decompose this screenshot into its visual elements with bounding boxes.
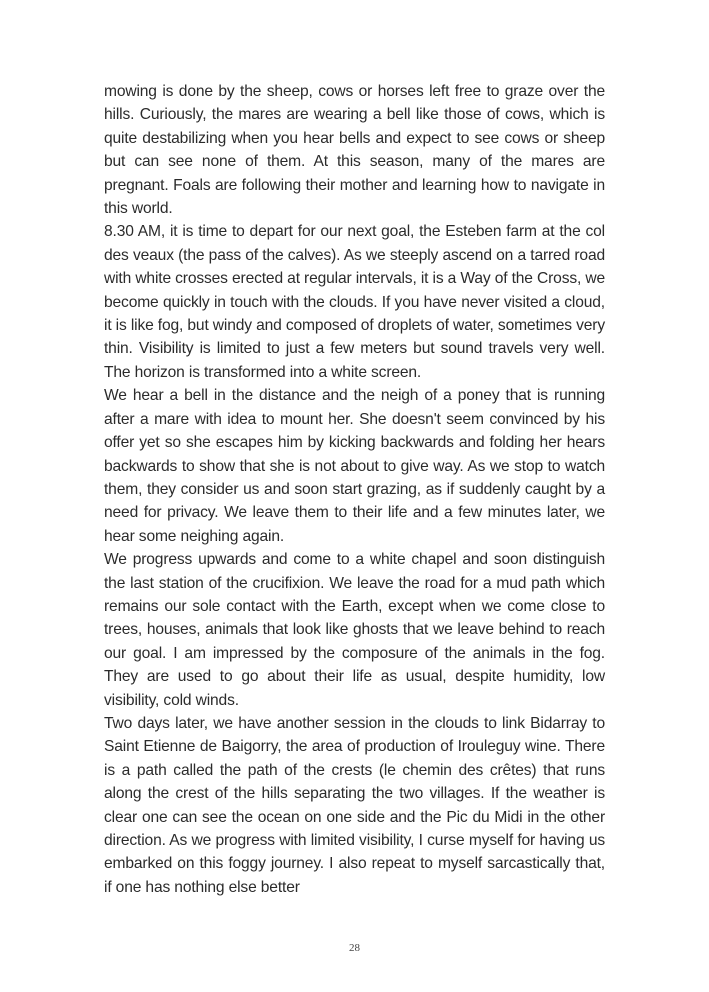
paragraph-departure: 8.30 AM, it is time to depart for our next goal, the Esteben farm at the col des veaux (the pass of the calves). As we steeply ascend on a tarred road with white crosses erected at regular intervals, it is a Way of the Cross, we become quickly in touch with the clouds. If you have never visited a cloud, it is like fog, but windy and composed of droplets of water, sometimes very thin. Visibility is limited to just a few meters but sound travels very well. The horizon is transformed into a white screen. [104, 223, 605, 381]
paragraph-mowing: mowing is done by the sheep, cows or horses left free to graze over the hills. Curiously, the mares are wearing a bell like those of cows, which is quite destabilizing when you hear bells and expect to see cows or sheep but can see none of them. At this season, many of the mares are pregnant. Foals are following their mother and learning how to navigate in this world. [104, 83, 605, 218]
body-text [104, 80, 605, 899]
paragraph-two-days-later: Two days later, we have another session in the clouds to link Bidarray to Saint Etienne de Baigorry, the area of production of Irouleguy wine. There is a path called the path of the crests (le chemin des crêtes) that runs along the crest of the hills separating the two villages. If the weather is clear one can see the ocean on one side and the Pic du Midi in the other direction. As we progress with limited visibility, I curse myself for having us embarked on this foggy journey. I also repeat to myself sarcastically that, if one has nothing else better [104, 714, 605, 896]
paragraph-chapel: We progress upwards and come to a white chapel and soon distinguish the last station of the crucifixion. We leave the road for a mud path which remains our sole contact with the Earth, except when we come close to trees, houses, animals that look like ghosts that we leave behind to reach our goal. I am impressed by the composure of the animals in the fog. They are used to go about their life as usual, despite humidity, low visibility, cold winds. [104, 551, 605, 709]
paragraph-bell: We hear a bell in the distance and the neigh of a poney that is running after a mare with idea to mount her. She doesn't seem convinced by his offer yet so she escapes him by kicking backwards and folding her hears backwards to show that she is not about to give way. As we stop to watch them, they consider us and soon start grazing, as if suddenly caught by a need for privacy. We leave them to their life and a few minutes later, we hear some neighing again. [104, 387, 605, 545]
page-number: 28 [349, 942, 360, 954]
